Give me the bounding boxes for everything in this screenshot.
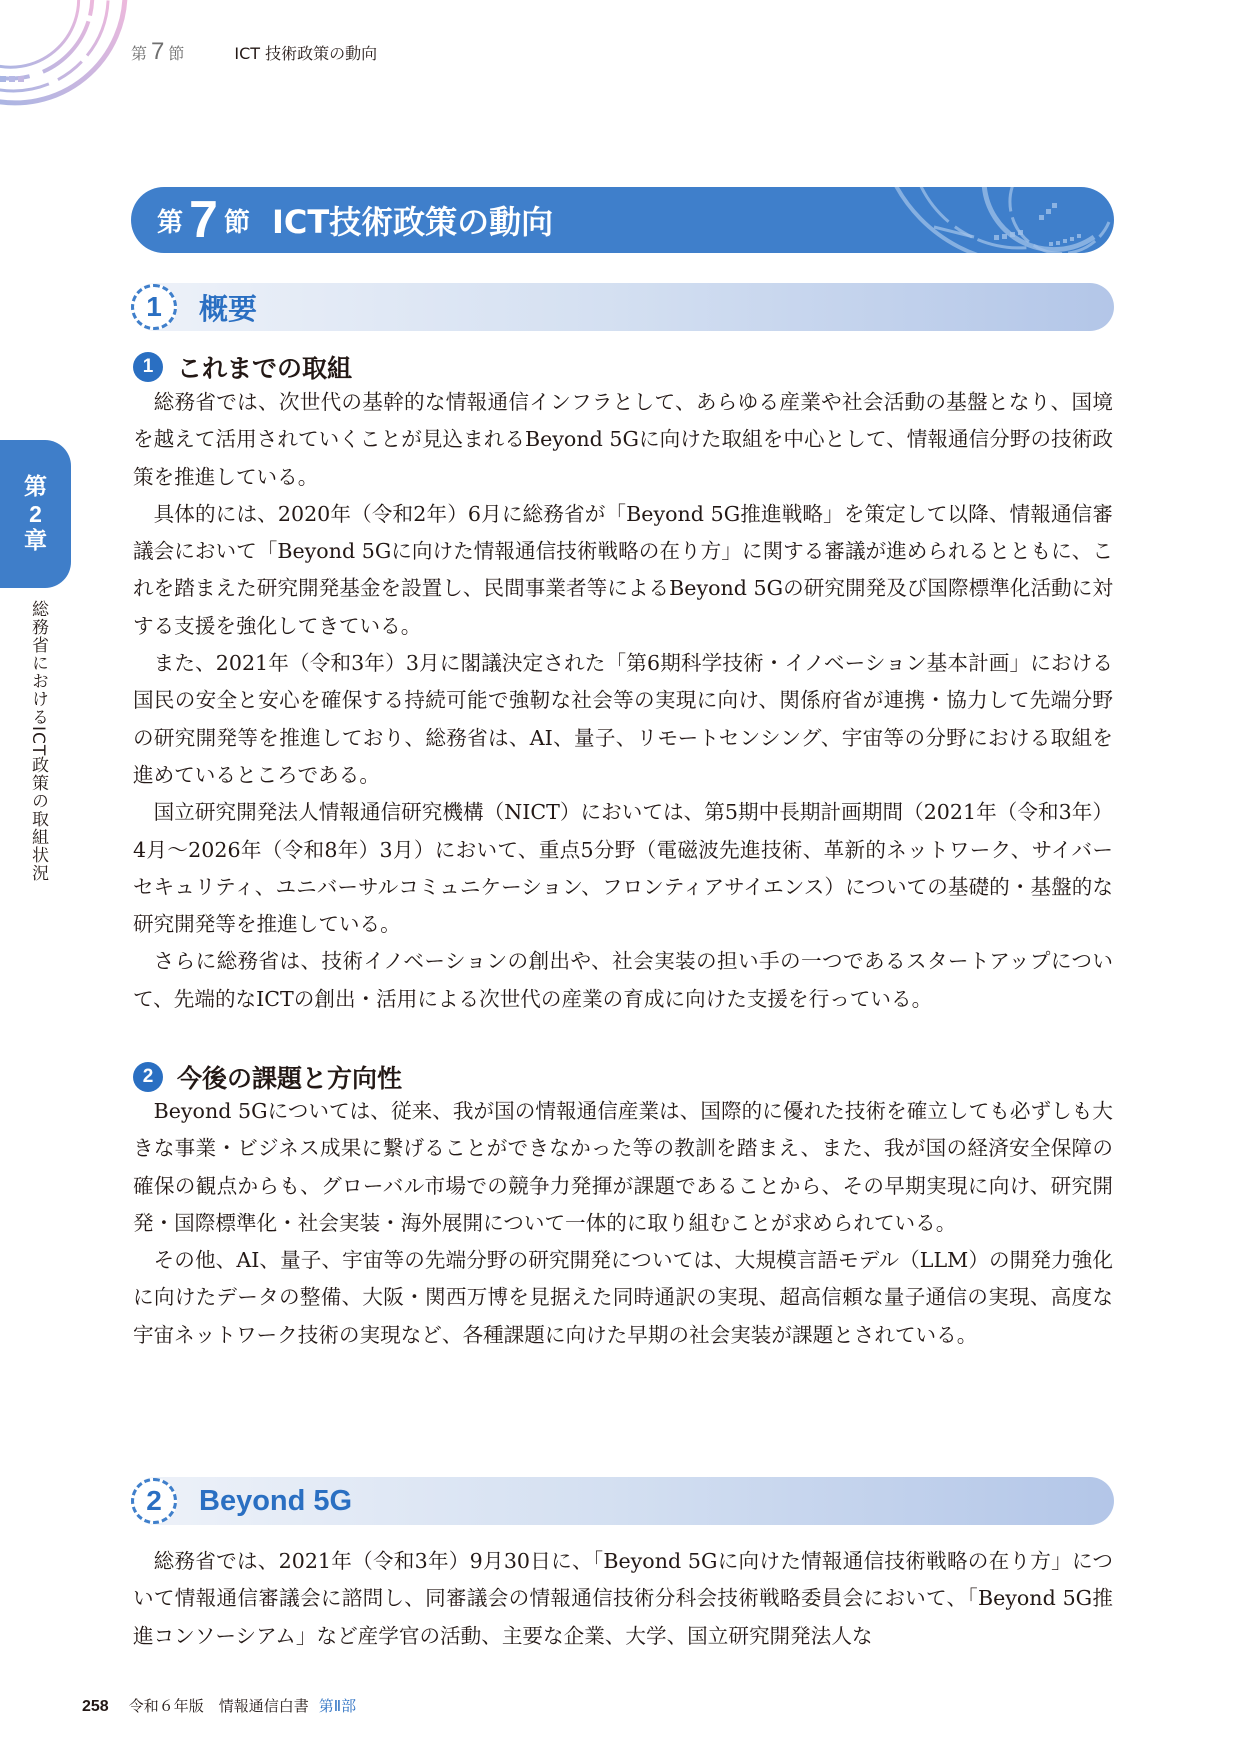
subsection-number-badge: 2: [131, 1478, 177, 1524]
heading-future-issues: [133, 1059, 402, 1095]
part-label: 第Ⅱ部: [318, 1697, 357, 1715]
book-title: 令和６年版 情報通信白書: [128, 1697, 309, 1715]
paragraph: 総務省では、次世代の基幹的な情報通信インフラとして、あらゆる産業や社会活動の基盤となり、国境を越えて活用されていくことが見込まれるBeyond 5Gに向けた取組を中心として、情報通信分野の技術政策を推進している。: [133, 390, 1113, 489]
subsection-title: Beyond 5G: [199, 1484, 353, 1517]
running-header-section: 第 7 節: [131, 38, 185, 65]
section-number: 7: [189, 191, 218, 249]
body-past-efforts: [133, 384, 1113, 1018]
paragraph: その他、AI、量子、宇宙等の先端分野の研究開発については、大規模言語モデル（LLM）の開発力強化に向けたデータの整備、大阪・関西万博を見据えた同時通訳の実現、超高信頼な量子通信の実現、高度な宇宙ネットワーク技術の実現など、各種課題に向けた早期の社会実装が課題とされている。: [133, 1248, 1113, 1347]
paragraph: さらに総務省は、技術イノベーションの創出や、社会実装の担い手の一つであるスタートアップについて、先端的なICTの創出・活用による次世代の産業の育成に向けた支援を行っている。: [133, 949, 1113, 1011]
paragraph: また、2021年（令和3年）3月に閣議決定された「第6期科学技術・イノベーション基本計画」における国民の安全と安心を確保する持続可能で強靭な社会等の実現に向け、関係府省が連携・協力して先端分野の研究開発等を推進しており、総務省は、AI、量子、リモートセンシング、宇宙等の分野における取組を進めているところである。: [133, 651, 1113, 787]
section-banner-label: 第 7 節 ICT技術政策の動向: [157, 191, 554, 249]
subsection-banner-overview: [131, 283, 1114, 331]
running-header-title: ICT 技術政策の動向: [234, 44, 378, 63]
section-banner: [131, 187, 1114, 253]
heading-past-efforts: [133, 349, 352, 385]
running-header: [131, 38, 377, 66]
paragraph: 総務省では、2021年（令和3年）9月30日に、「Beyond 5Gに向けた情報通信技術戦略の在り方」について情報通信審議会に諮問し、同審議会の情報通信技術分科会技術戦略委員会において、「Beyond 5G推進コンソーシアム」など産学官の活動、主要な企業、大学、国立研究開発法人な: [133, 1549, 1113, 1648]
running-header-section-number: 7: [151, 38, 165, 65]
chapter-tab: 第 2 章: [0, 440, 71, 588]
page-number: 258: [82, 1698, 109, 1715]
paragraph: Beyond 5Gについては、従来、我が国の情報通信産業は、国際的に優れた技術を確立しても必ずしも大きな事業・ビジネス成果に繋げることができなかった等の教訓を踏まえ、また、我が国の経済安全保障の確保の観点からも、グローバル市場での競争力発揮が課題であることから、その早期実現に向け、研究開発・国際標準化・社会実装・海外展開について一体的に取り組むことが求められている。: [133, 1099, 1113, 1235]
heading-number-badge: 2: [133, 1062, 163, 1092]
subsection-number-badge: 1: [131, 284, 177, 330]
heading-title: 今後の課題と方向性: [177, 1064, 403, 1093]
paragraph: 国立研究開発法人情報通信研究機構（NICT）においては、第5期中長期計画期間（2021年（令和3年）4月～2026年（令和8年）3月）において、重点5分野（電磁波先進技術、革新的ネットワーク、サイバーセキュリティ、ユニバーサルコミュニケーション、フロンティアサイエンス）についての基礎的・基盤的な研究開発等を推進している。: [133, 800, 1113, 937]
corner-arc-decoration: [0, 0, 130, 110]
subsection-banner-beyond-5g: [131, 1477, 1114, 1525]
circuit-arc-decoration: [874, 187, 1114, 253]
heading-title: これまでの取組: [177, 354, 353, 383]
heading-number-badge: 1: [133, 352, 163, 382]
body-future-issues: [133, 1093, 1113, 1354]
chapter-vertical-title: 総務省におけるICT政策の取組状況: [28, 600, 48, 883]
paragraph: 具体的には、2020年（令和2年）6月に総務省が「Beyond 5G推進戦略」を策定して以降、情報通信審議会において「Beyond 5Gに向けた情報通信技術戦略の在り方」に関する審議が進められるとともに、これを踏まえた研究開発基金を設置し、民間事業者等によるBeyond 5Gの研究開発及び国際標準化活動に対する支援を強化してきている。: [133, 501, 1113, 638]
body-beyond-5g: [133, 1543, 1113, 1655]
section-title: ICT技術政策の動向: [271, 203, 554, 241]
subsection-title: 概要: [199, 291, 258, 326]
page-footer: [82, 1695, 356, 1716]
